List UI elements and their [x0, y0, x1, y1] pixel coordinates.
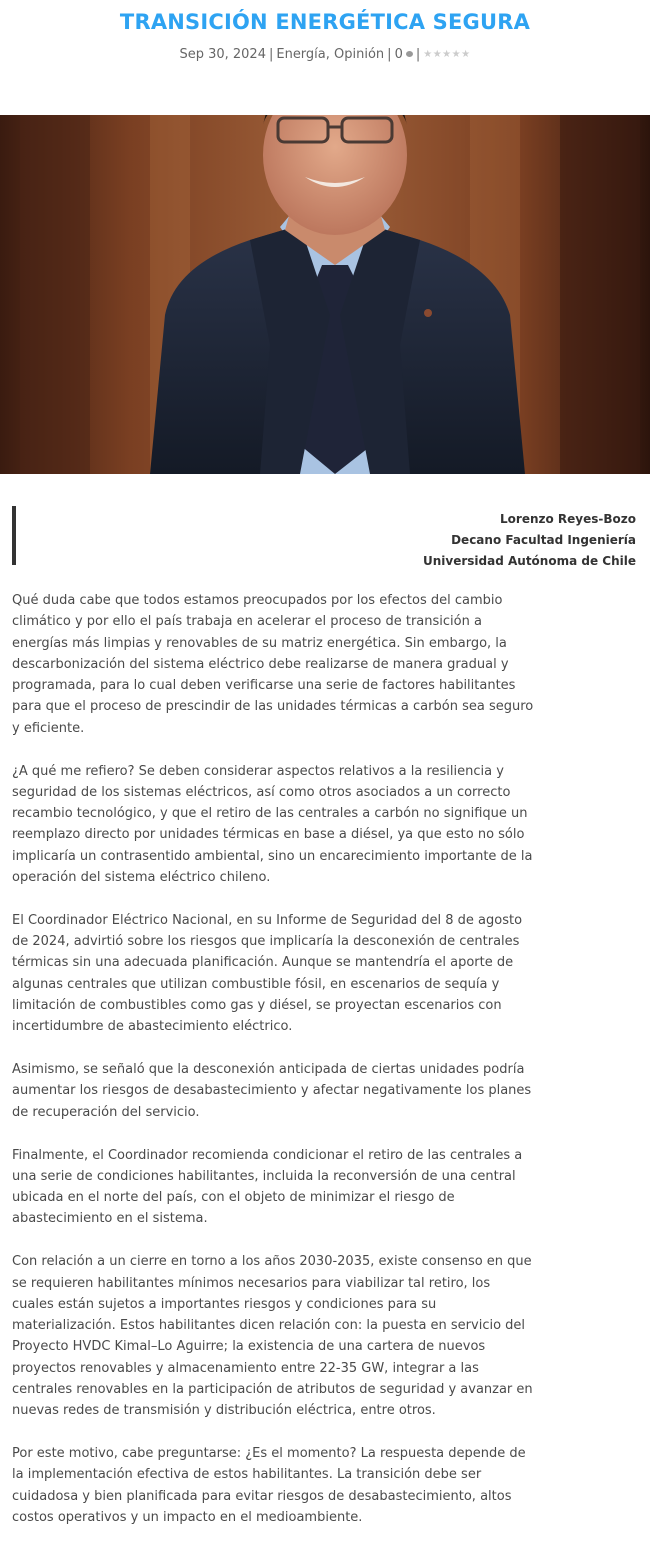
- portrait-photo-icon: [0, 115, 650, 474]
- paragraph: Asimismo, se señaló que la desconexión anticipada de ciertas unidades podría aumentar los riesgos de desabastecimiento y afectar negativamente los planes de recuperación del servicio.: [12, 1062, 532, 1120]
- paragraph: Finalmente, el Coordinador recomienda condicionar el retiro de las centrales a una serie de condiciones habilitantes, incluida la reconversión de una central ubicada en el norte del país, con el objeto de minimizar el riesgo de abastecimiento en el sistema.: [12, 1147, 523, 1227]
- comment-bubble-icon: [406, 51, 413, 57]
- author-role: Decano Facultad Ingeniería: [451, 533, 636, 547]
- post-date: Sep 30, 2024: [179, 47, 266, 62]
- comment-count[interactable]: 0: [394, 47, 403, 62]
- paragraph: Qué duda cabe que todos estamos preocupados por los efectos del cambio climático y por ello el país trabaja en acelerar el proceso de transición a energías más limpias y renovables de su matriz energética. Sin embargo, la descarbonización del sistema eléctrico debe realizarse de manera gradual y programada, para lo cual deben verificarse una serie de factores habilitantes para que el proceso de prescindir de las unidades térmicas a carbón sea seguro y eficiente.: [12, 593, 534, 736]
- post-categories[interactable]: Energía, Opinión: [276, 47, 385, 62]
- article-title: TRANSICIÓN ENERGÉTICA SEGURA: [119, 10, 531, 34]
- paragraph: El Coordinador Eléctrico Nacional, en su Informe de Seguridad del 8 de agosto de 2024, advirtió sobre los riesgos que implicaría la desconexión de centrales térmicas sin una adecuada planificación. Aunque se mantendría el aporte de algunas centrales que utilizan combustible fósil, en escenarios de sequía y limitación de combustibles como gas y diésel, se proyectan escenarios con incertidumbre de abastecimiento eléctrico.: [12, 912, 523, 1035]
- paragraph: ¿A qué me refiero? Se deben considerar aspectos relativos a la resiliencia y seguridad de los sistemas eléctricos, así como otros asociados a un correcto recambio tecnológico, y que el retiro de las centrales a carbón no signifique un reemplazo directo por unidades térmicas en base a diésel, ya que esto no sólo implicaría un contrasentido ambiental, sino un encarecimiento importante de la operación del sistema eléctrico chileno.: [12, 763, 533, 886]
- author-name: Lorenzo Reyes-Bozo: [500, 512, 636, 526]
- paragraph: Por este motivo, cabe preguntarse: ¿Es el momento? La respuesta depende de la implementación efectiva de estos habilitantes. La transición debe ser cuidadosa y bien planificada para evitar riesgos de desabastecimiento, altos costos operativos y un impacto en el medioambiente.: [12, 1446, 526, 1525]
- author-institution: Universidad Autónoma de Chile: [423, 554, 636, 568]
- post-meta: Sep 30, 2024 | Energía, Opinión | 0 | ★★★★★: [179, 47, 471, 62]
- hero-image: [0, 115, 650, 474]
- author-attribution: [136, 509, 636, 572]
- paragraph: Con relación a un cierre en torno a los años 2030-2035, existe consenso en que se requieren habilitantes mínimos necesarios para viabilizar tal retiro, los cuales están sujetos a importantes riesgos y condiciones para su materialización. Estos habilitantes dicen relación con: la puesta en servicio del Proyecto HVDC Kimal–Lo Aguirre; la existencia de una cartera de nuevos proyectos renovables y almacenamiento entre 22-35 GW, integrar a las centrales renovables en la participación de atributos de seguridad y avanzar en nuevas redes de transmisión y distribución eléctrica, entre otros.: [12, 1254, 533, 1419]
- blockquote-bar: [12, 506, 16, 565]
- rating-stars-icon: ★★★★★: [423, 49, 471, 60]
- article-body: [12, 590, 536, 1550]
